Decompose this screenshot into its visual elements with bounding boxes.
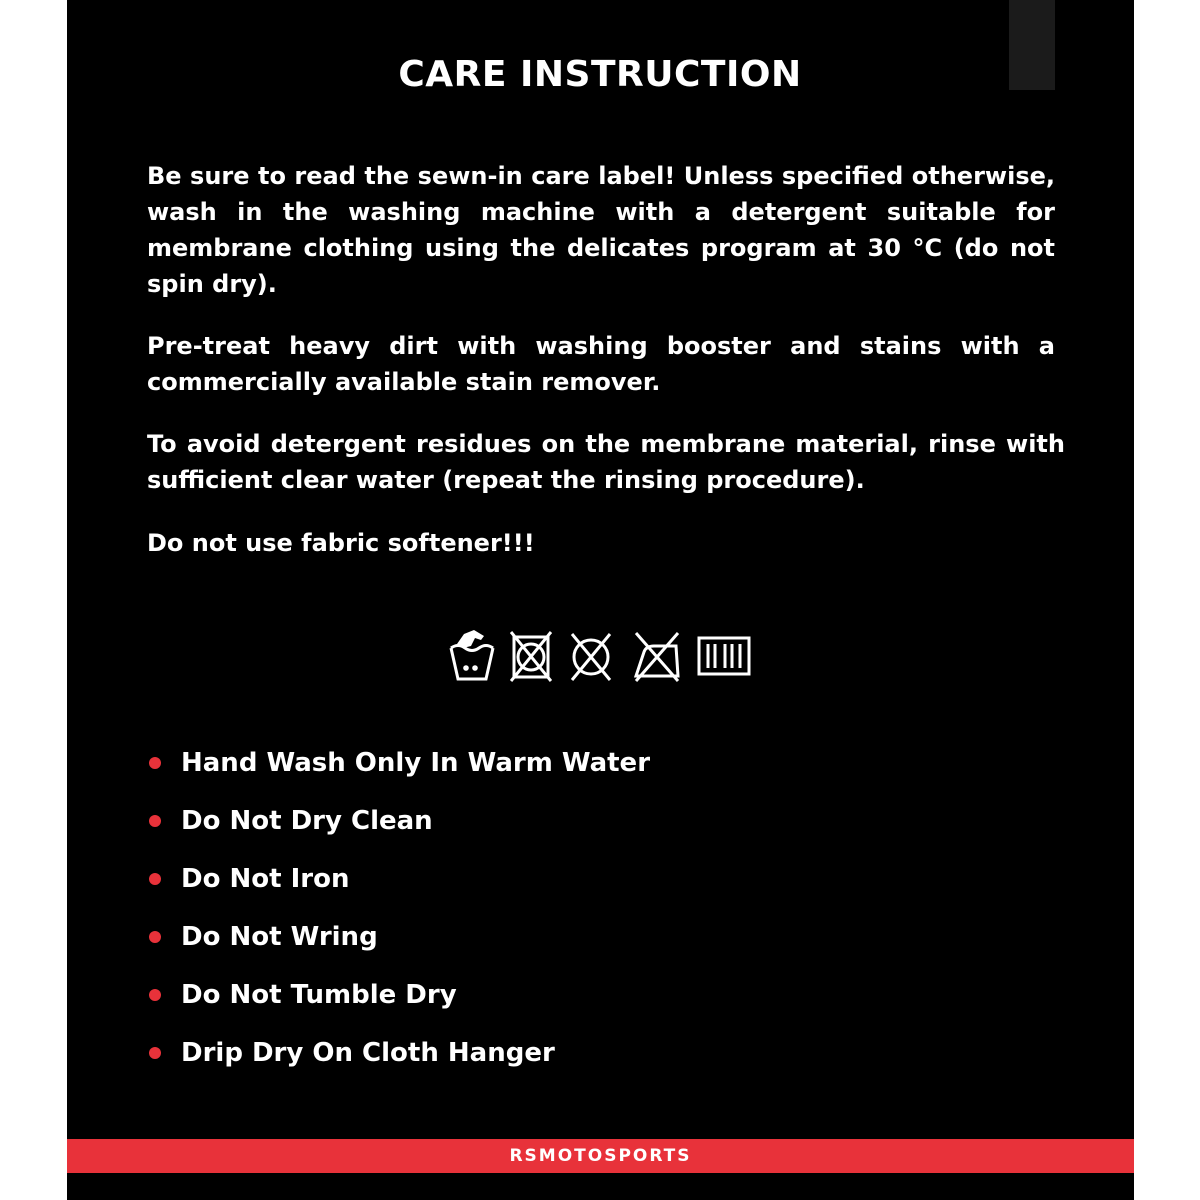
bullet-icon [149,757,161,769]
footer-bar [67,1139,1134,1173]
bullet-icon [149,931,161,943]
hand-wash-icon [448,628,496,684]
list-item [147,802,650,840]
list-item-label: Do Not Dry Clean [181,806,433,836]
list-item-label: Do Not Iron [181,864,350,894]
drip-dry-icon [696,628,752,684]
do-not-dry-clean-icon [570,628,612,684]
care-paragraph: Do not use fabric softener!!! [147,529,535,557]
care-paragraph: To avoid detergent residues on the membrane material, rinse with sufficient clear water (repeat the rinsing procedure). [147,430,1065,494]
do-not-tumble-dry-icon [510,628,552,684]
list-item-label: Do Not Tumble Dry [181,980,457,1010]
bullet-icon [149,989,161,1001]
list-item [147,976,650,1014]
do-not-iron-icon [632,628,682,684]
list-item-label: Do Not Wring [181,922,378,952]
list-item [147,860,650,898]
care-paragraph: Pre-treat heavy dirt with washing booster and stains with a commercially available stain remover. [147,332,1055,396]
page-title: CARE INSTRUCTION [398,54,802,95]
bullet-icon [149,873,161,885]
list-item-label: Drip Dry On Cloth Hanger [181,1038,555,1068]
care-paragraph: Be sure to read the sewn-in care label! Unless specified otherwise, wash in the washing machine with a detergent suitable for membrane clothing using the delicates program at 30 °C (do not spin dry). [147,162,1055,298]
brand-name: RSMOTOSPORTS [509,1146,692,1166]
care-list [147,744,650,1092]
bullet-icon [149,815,161,827]
list-item [147,918,650,956]
bullet-icon [149,1047,161,1059]
list-item [147,744,650,782]
list-item [147,1034,650,1072]
list-item-label: Hand Wash Only In Warm Water [181,748,651,778]
